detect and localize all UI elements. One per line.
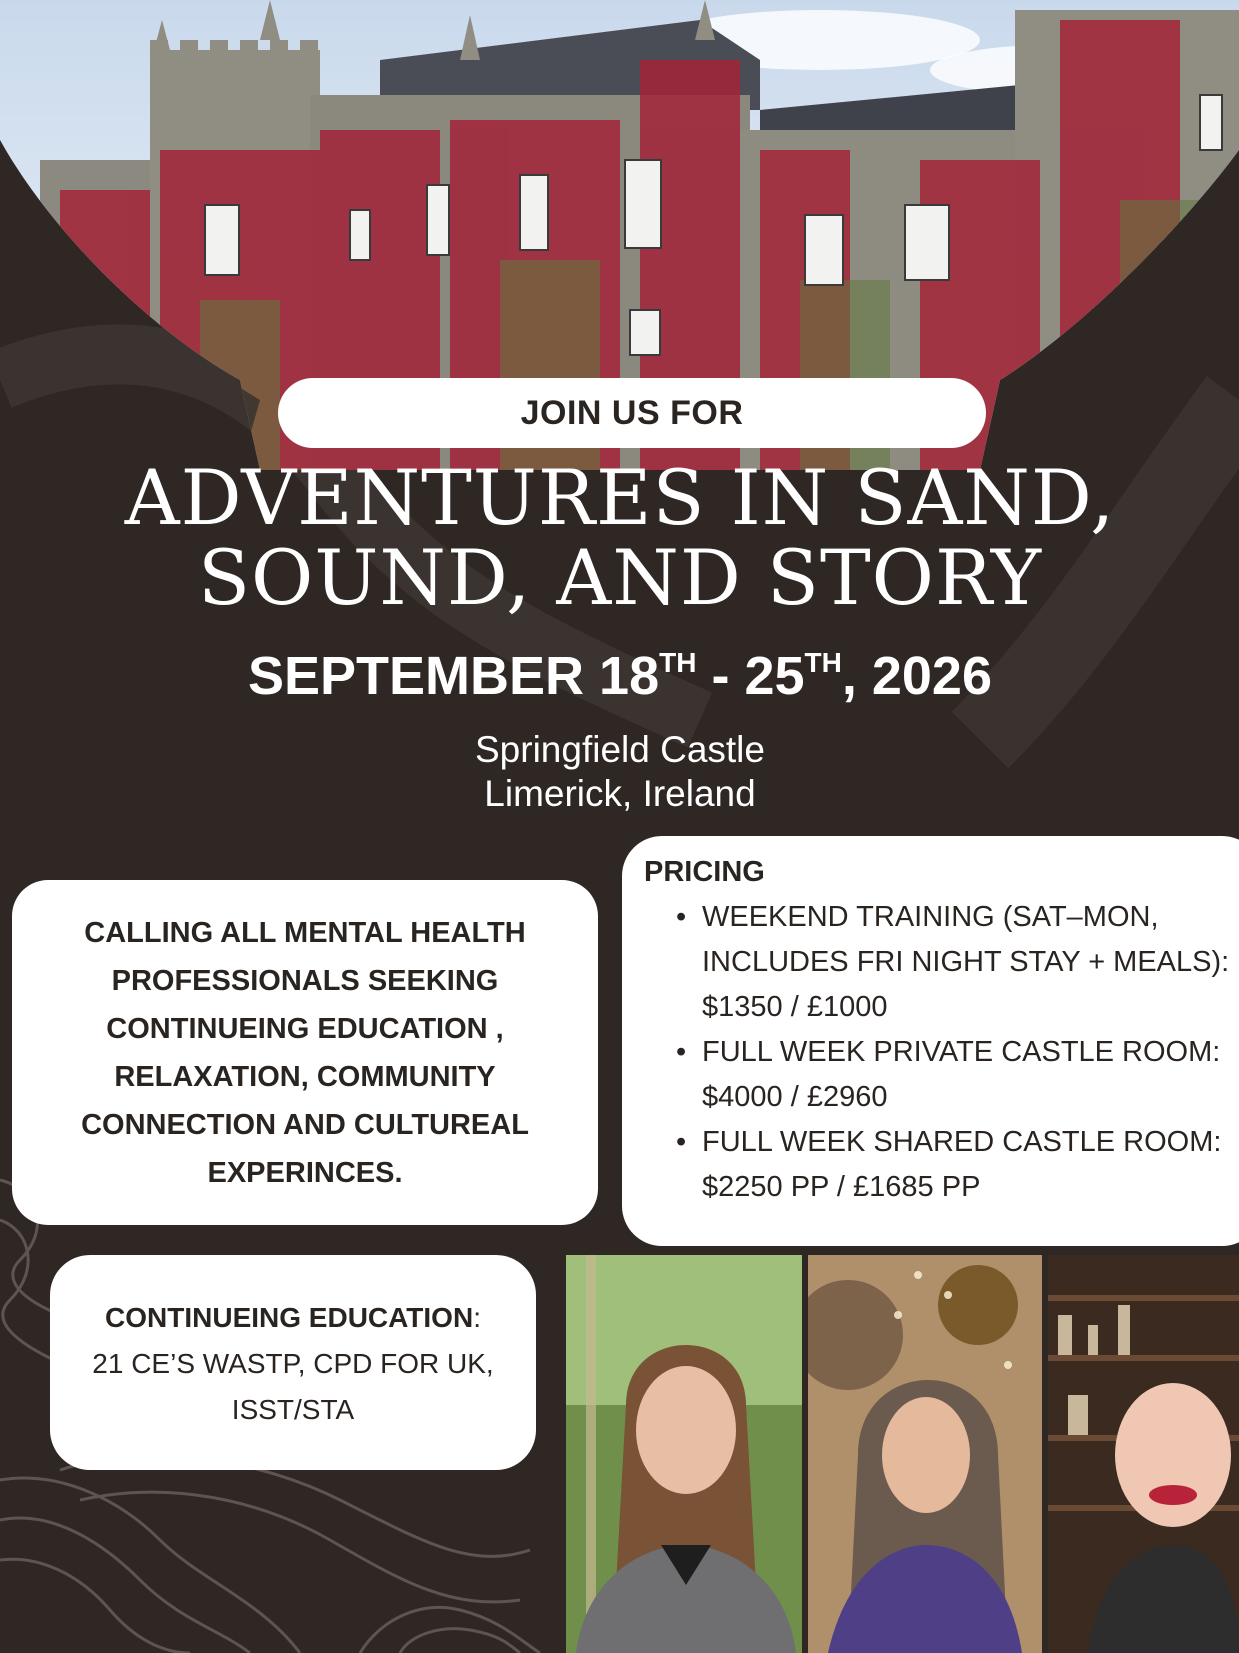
pricing-item-shared-room: • FULL WEEK SHARED CASTLE ROOM: $2250 PP / £1685 PP [702, 1120, 1239, 1210]
pricing-card [622, 836, 1239, 1246]
date-separator-end: - 25 [696, 646, 805, 706]
pricing-item-private-room: • FULL WEEK PRIVATE CASTLE ROOM: $4000 / £2960 [702, 1030, 1239, 1120]
bullet-icon: • [676, 901, 687, 933]
date-year: , 2026 [841, 646, 992, 706]
bullet-icon: • [676, 1126, 687, 1158]
date-end-suffix: TH [804, 647, 842, 678]
facilitator-photo-2 [808, 1255, 1042, 1653]
date-start: SEPTEMBER 18 [248, 646, 660, 706]
facilitator-photo-3 [1048, 1255, 1239, 1653]
pricing-heading: PRICING [644, 856, 765, 888]
facilitator-photo-1 [566, 1255, 802, 1653]
venue [420, 728, 820, 816]
pricing-item-weekend: • WEEKEND TRAINING (SAT–MON, INCLUDES FRI NIGHT STAY + MEALS): $1350 / £1000 [702, 895, 1239, 1030]
join-us-label: JOIN US FOR [520, 393, 744, 432]
event-title [80, 453, 1160, 622]
audience-card [12, 880, 598, 1225]
title-line-1: ADVENTURES IN SAND, [124, 453, 1116, 542]
pricing-list [644, 895, 1239, 1210]
venue-location: Limerick, Ireland [484, 773, 756, 814]
join-us-banner [278, 378, 986, 448]
date-start-suffix: TH [659, 647, 697, 678]
audience-text: CALLING ALL MENTAL HEALTH PROFESSIONALS SEEKING CONTINUEING EDUCATION , RELAXATION, COMMUNITY CONNECTION AND CULTUREAL EXPERINCES. [81, 916, 529, 1189]
ce-label: CONTINUEING EDUCATION [105, 1302, 474, 1333]
facilitator-photos [566, 1255, 1239, 1653]
continuing-education-card [50, 1255, 536, 1470]
ce-detail: 21 CE’S WASTP, CPD FOR UK, ISST/STA [92, 1348, 494, 1425]
bullet-icon: • [676, 1036, 687, 1068]
venue-name: Springfield Castle [475, 729, 765, 770]
title-line-2: SOUND, AND STORY [197, 533, 1043, 622]
event-dates [100, 645, 1140, 707]
ce-colon: : [473, 1302, 481, 1333]
